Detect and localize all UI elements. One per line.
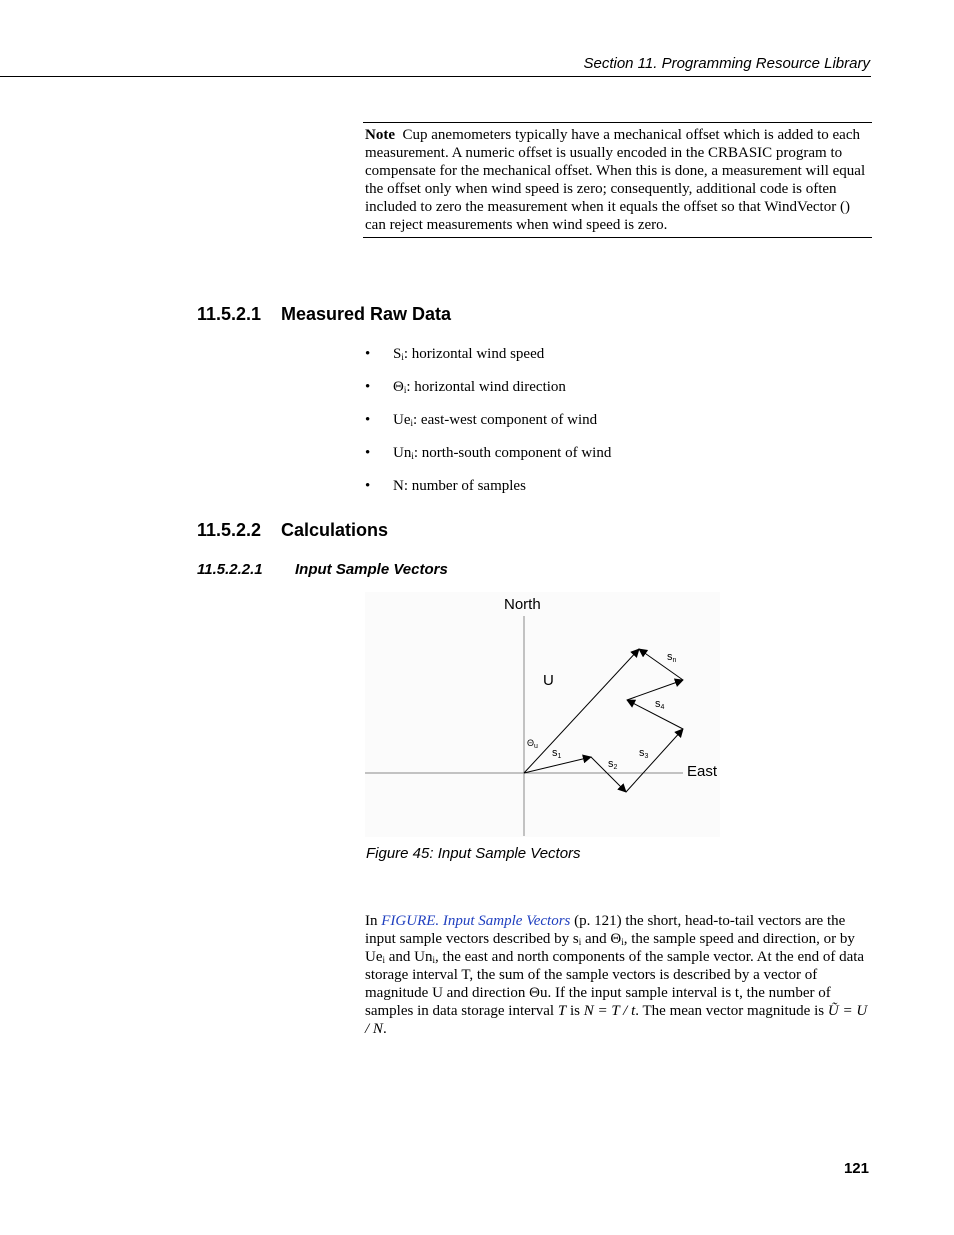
section-number: 11.5.2.1 xyxy=(197,304,262,324)
list-item: • $Ue_i$: east-west component of wind xyxy=(365,409,611,442)
list-item: • N: number of samples xyxy=(365,475,611,508)
list-item: • $Un_i$: north-south component of wind xyxy=(365,442,611,475)
header-rule xyxy=(0,76,871,77)
section-heading-raw-data xyxy=(197,304,451,325)
figure-reference-link[interactable]: FIGURE. Input Sample Vectors xyxy=(381,913,571,929)
sample-vector-s4-to-sn xyxy=(627,680,683,700)
running-header: Section 11. Programming Resource Library xyxy=(583,55,870,72)
s2-label: $s_2$ xyxy=(608,758,618,771)
input-sample-vectors-figure xyxy=(365,592,720,837)
list-item: • $\Theta_i$: horizontal wind direction xyxy=(365,376,611,409)
body-paragraph: In FIGURE. Input Sample Vectors (p. 121) the short, head-to-tail vectors are the input sample vectors described by $s_i$ and $\Theta_i$, the sample speed and direction, or by $Ue_i$ and $Un_i$, the east and north components of the sample vector. At the end of data storage interval T, the sum of the sample vectors is described by a vector of magnitude U and direction Θu. If the input sample interval is t, the number of samples in data storage interval T is N = T / t. The mean vector magnitude is Ũ = U / N. xyxy=(365,913,868,1037)
sn-label: $s_n$ xyxy=(667,651,677,664)
bullet-icon: • xyxy=(365,379,371,395)
page-number: 121 xyxy=(843,1160,869,1177)
s3-label: $s_3$ xyxy=(639,747,649,760)
bullet-icon: • xyxy=(365,445,371,461)
theta-u-label: $\Theta_u$ xyxy=(527,738,538,750)
resultant-vector-u xyxy=(524,649,639,773)
subsection-title: Input Sample Vectors xyxy=(295,561,448,578)
north-label: North xyxy=(504,596,541,613)
bullet-icon: • xyxy=(365,412,371,428)
section-title: Calculations xyxy=(281,520,389,540)
section-number: 11.5.2.2 xyxy=(197,520,262,540)
east-label: East xyxy=(687,763,718,780)
raw-data-list xyxy=(365,343,611,508)
s4-label: $s_4$ xyxy=(655,698,665,711)
figure-caption: Figure 45: Input Sample Vectors xyxy=(366,845,581,862)
section-heading-calculations xyxy=(197,520,388,541)
sample-vector-s3 xyxy=(626,729,683,792)
list-item: • $S_i$: horizontal wind speed xyxy=(365,343,611,376)
vector-diagram xyxy=(365,592,720,837)
bullet-icon: • xyxy=(365,478,371,494)
s1-label: $s_1$ xyxy=(552,747,562,760)
note-text: Cup anemometers typically have a mechanical offset which is added to each measurement. A numeric offset is usually encoded in the CRBASIC program to compensate for the mechanical offset. When this is done, a measurement will equal the offset only when wind speed is zero; consequently, additional code is often included to zero the measurement when it equals the offset so that WindVector () can reject measurements when wind speed is zero. xyxy=(365,127,866,233)
note-box xyxy=(363,122,872,238)
bullet-icon: • xyxy=(365,346,371,362)
note-label: Note xyxy=(365,127,395,143)
subsection-heading xyxy=(197,561,448,578)
section-title: Measured Raw Data xyxy=(281,304,452,324)
subsection-number: 11.5.2.2.1 xyxy=(197,561,263,578)
u-label: U xyxy=(543,672,554,689)
